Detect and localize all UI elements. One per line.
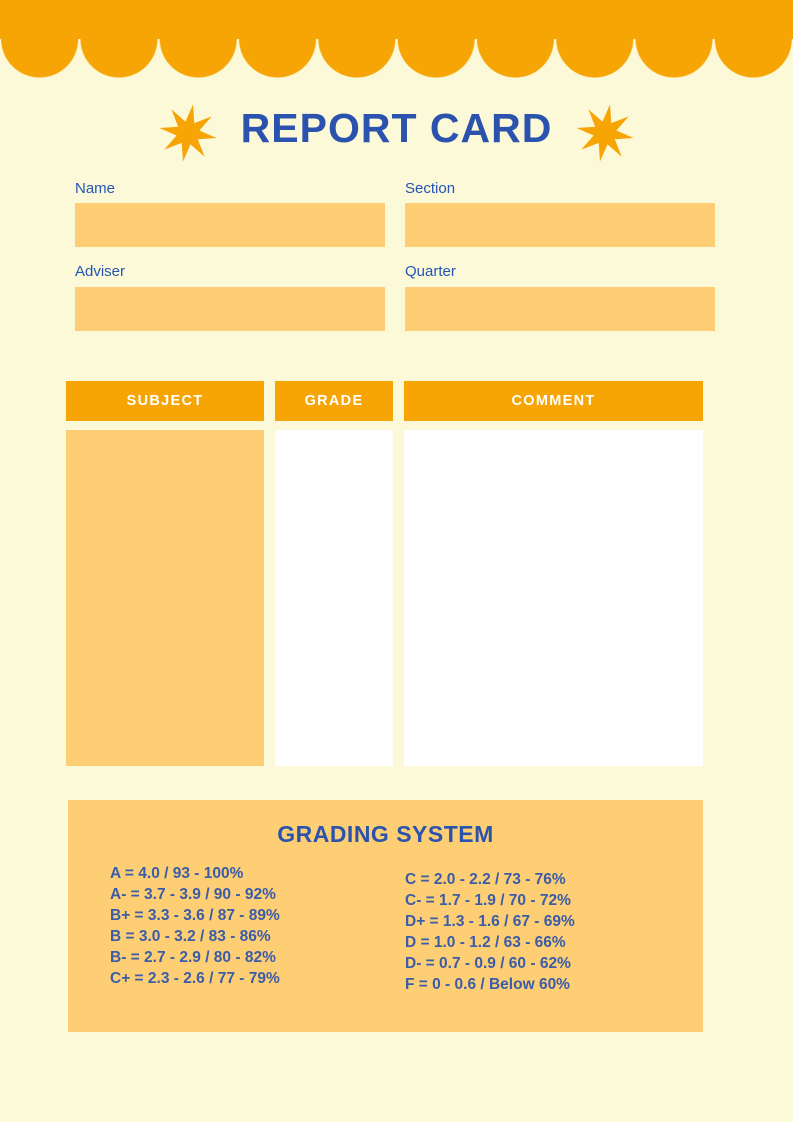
name-field[interactable] [75, 203, 385, 247]
subject-column-body[interactable] [66, 430, 264, 766]
grading-system-panel [68, 800, 703, 1032]
grading-scale-right-column [405, 869, 575, 995]
adviser-label: Adviser [75, 263, 126, 280]
grading-scale-line: F = 0 - 0.6 / Below 60% [405, 976, 570, 993]
adviser-field[interactable] [75, 287, 385, 331]
grade-column-body[interactable] [275, 430, 393, 766]
scalloped-edge [0, 39, 793, 79]
grading-scale-line: B- = 2.7 - 2.9 / 80 - 82% [110, 949, 276, 966]
comment-column-body[interactable] [404, 430, 703, 766]
grading-scale-line: C+ = 2.3 - 2.6 / 77 - 79% [110, 970, 280, 987]
grading-scale-left-column [110, 863, 280, 989]
grading-scale-line: A- = 3.7 - 3.9 / 90 - 92% [110, 886, 276, 903]
quarter-label: Quarter [405, 263, 456, 280]
title-row [0, 96, 793, 170]
page-title: REPORT CARD [240, 105, 553, 151]
grading-scale-line: D = 1.0 - 1.2 / 63 - 66% [405, 934, 566, 951]
grading-scale-line: A = 4.0 / 93 - 100% [110, 865, 244, 882]
section-field[interactable] [405, 203, 715, 247]
grading-system-title: GRADING SYSTEM [277, 821, 494, 847]
starburst-icon [574, 102, 636, 164]
quarter-field[interactable] [405, 287, 715, 331]
grading-scale-line: C- = 1.7 - 1.9 / 70 - 72% [405, 892, 571, 909]
grade-column-header: GRADE [275, 381, 393, 421]
grading-scale-line: C = 2.0 - 2.2 / 73 - 76% [405, 871, 566, 888]
grading-scale-line: D+ = 1.3 - 1.6 / 67 - 69% [405, 913, 575, 930]
grading-scale-line: D- = 0.7 - 0.9 / 60 - 62% [405, 955, 571, 972]
grading-scale-line: B+ = 3.3 - 3.6 / 87 - 89% [110, 907, 280, 924]
name-label: Name [75, 180, 116, 197]
subject-column-header: SUBJECT [66, 381, 264, 421]
grading-scale-line: B = 3.0 - 3.2 / 83 - 86% [110, 928, 271, 945]
comment-column-header: COMMENT [404, 381, 703, 421]
section-label: Section [405, 180, 456, 197]
header-band [0, 0, 793, 39]
